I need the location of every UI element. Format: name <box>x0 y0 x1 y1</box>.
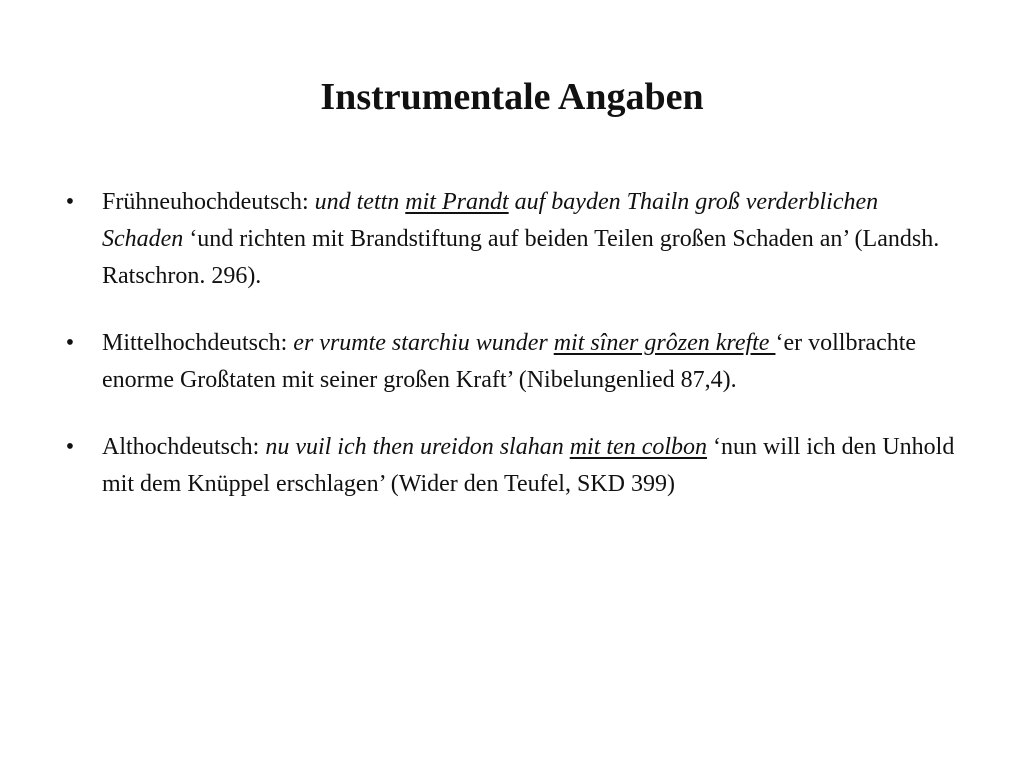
bullet-label: Althochdeutsch: <box>102 434 266 460</box>
bullet-item-althochdeutsch <box>60 429 960 503</box>
bullet-label: Mittelhochdeutsch: <box>102 330 294 356</box>
bullet-marker: • <box>65 330 75 356</box>
bullet-list <box>60 184 960 533</box>
bullet-marker: • <box>65 434 75 460</box>
example-text-rest: auf bayden Thailn groß verderblichen Schaden <box>102 189 879 252</box>
example-text: er vrumte starchiu wunder <box>293 330 554 356</box>
example-instrumental-phrase: mit ten colbon <box>569 434 708 460</box>
bullet-item-mittelhochdeutsch <box>60 325 960 399</box>
slide-title: Instrumentale Angaben <box>320 76 704 118</box>
example-text: nu vuil ich then ureidon slahan <box>265 434 570 460</box>
example-instrumental-phrase: mit Prandt <box>405 189 509 215</box>
example-instrumental-phrase: mit sîner grôzen krefte <box>553 330 776 356</box>
translation-text: ‘er vollbrachte enorme Großtaten mit seiner großen Kraft’ (Nibelungenlied 87,4). <box>102 330 917 393</box>
translation-text: ‘nun will ich den Unhold mit dem Knüppel erschlagen’ (Wider den Teufel, SKD 399) <box>102 434 955 497</box>
bullet-item-fruehneuhochdeutsch <box>60 184 960 295</box>
bullet-marker: • <box>65 189 75 215</box>
example-text: und tettn <box>314 189 406 215</box>
translation-text: ‘und richten mit Brandstiftung auf beiden Teilen großen Schaden an’ (Landsh. Ratschron. 296). <box>102 226 940 289</box>
bullet-label: Frühneuhochdeutsch: <box>102 189 315 215</box>
